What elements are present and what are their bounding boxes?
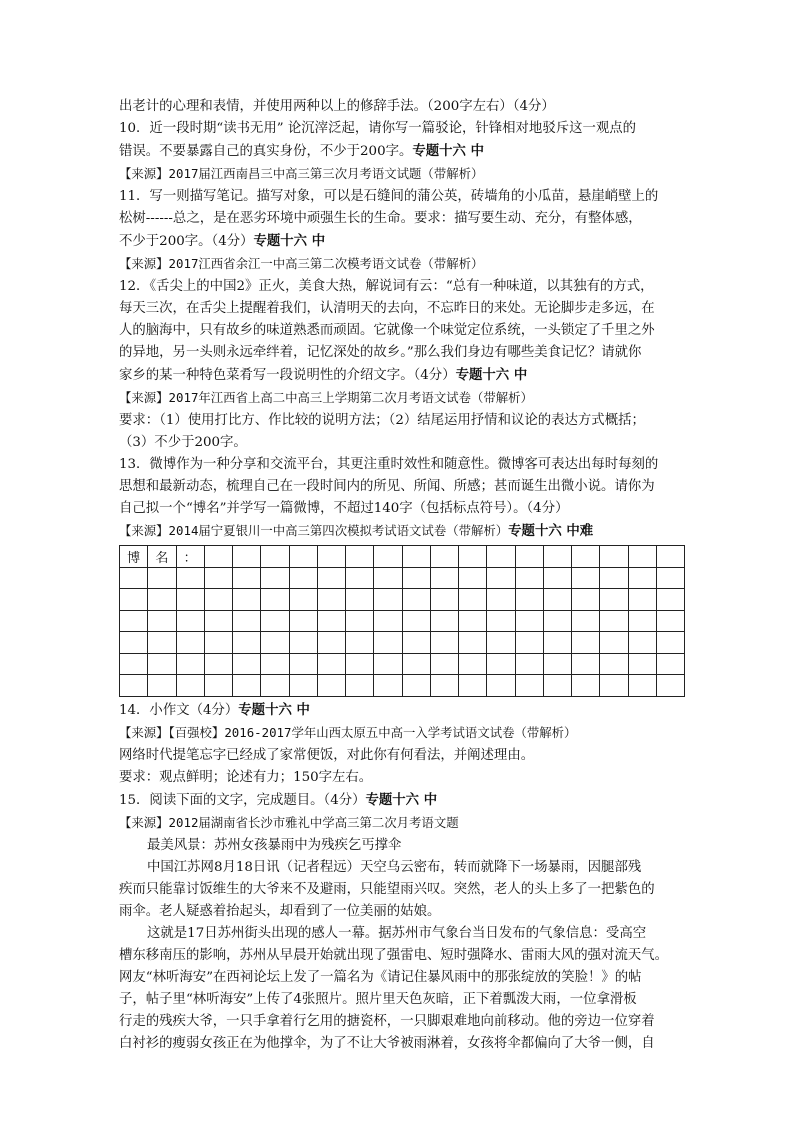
grid-cell[interactable] (289, 589, 317, 611)
grid-cell[interactable] (430, 589, 458, 611)
text-line (119, 745, 685, 767)
grid-cell[interactable] (487, 610, 515, 632)
grid-cell[interactable] (289, 632, 317, 654)
text-line (119, 118, 685, 140)
grid-cell[interactable] (600, 546, 628, 568)
grid-cell[interactable] (204, 589, 232, 611)
source-line (119, 387, 685, 410)
grid-cell[interactable] (346, 653, 374, 675)
grid-cell[interactable] (148, 675, 176, 697)
line-text: 每天三次，在舌尖上提醒着我们，认清明天的去向，不忘昨日的来处。无论脚步走多远，在 (119, 301, 655, 316)
grid-cell[interactable] (543, 589, 571, 611)
grid-cell[interactable] (572, 632, 600, 654)
grid-cell[interactable] (572, 567, 600, 589)
grid-cell[interactable] (487, 653, 515, 675)
line-text: 槽东移南压的影响，苏州从早晨开始就出现了强雷电、短时强降水、雷雨大风的强对流天气。 (119, 947, 669, 963)
line-text: 中国江苏网8月18日讯（记者程远）天空乌云密布，转而就降下一场暴雨，因腿部残 (147, 859, 642, 875)
grid-cell[interactable] (204, 610, 232, 632)
grid-cell[interactable] (515, 567, 543, 589)
grid-cell[interactable] (600, 653, 628, 675)
grid-cell[interactable] (402, 610, 430, 632)
grid-cell[interactable] (543, 567, 571, 589)
grid-cell[interactable] (346, 632, 374, 654)
grid-cell[interactable] (543, 632, 571, 654)
topic-tag: 专题十六 中 (365, 791, 438, 808)
grid-cell[interactable] (374, 675, 402, 697)
grid-cell[interactable] (346, 675, 374, 697)
grid-cell[interactable] (176, 610, 204, 632)
grid-cell[interactable]: 博 (120, 546, 148, 568)
text-line (119, 498, 685, 520)
grid-cell[interactable] (233, 589, 261, 611)
source-line (119, 722, 685, 745)
grid-cell[interactable] (430, 567, 458, 589)
grid-cell[interactable] (317, 675, 345, 697)
grid-cell[interactable] (656, 589, 684, 611)
grid-cell[interactable] (289, 675, 317, 697)
line-text: 人的脑海中，只有故乡的味道熟悉而顽固。它就像一个味觉定位系统，一头锁定了千里之外 (119, 323, 655, 338)
topic-tag: 专题十六 中 (455, 367, 528, 383)
line-text: 自己拟一个“博名”并学写一篇微博，不超过140字（包括标点符号）。（4分） (119, 501, 569, 516)
text-line (119, 364, 685, 387)
line-text: 【来源】2017年江西省上高二中高三上学期第二次月考语文试卷（带解析） (119, 390, 533, 405)
grid-cell[interactable] (600, 567, 628, 589)
grid-cell[interactable] (402, 589, 430, 611)
text-line (119, 342, 685, 364)
text-line (119, 476, 685, 498)
grid-row (120, 610, 685, 632)
grid-cell[interactable] (656, 675, 684, 697)
line-text: 【来源】2017江西省余江一中高三第二次模考语文试卷（带解析） (119, 256, 484, 271)
text-line (119, 945, 685, 967)
grid-cell[interactable] (261, 589, 289, 611)
grid-cell[interactable] (515, 546, 543, 568)
text-line (119, 186, 685, 208)
line-text: 思想和最新动态，梳理自己在一段时间内的所见、所闻、所感；甚而诞生出微小说。请你为 (119, 479, 655, 494)
grid-cell[interactable] (374, 546, 402, 568)
grid-cell[interactable] (430, 653, 458, 675)
grid-cell[interactable] (430, 610, 458, 632)
line-text: 12．《舌尖上的中国2》正火，美食大热，解说词有云：“总有一种味道，以其独有的方式， (119, 279, 654, 294)
grid-cell[interactable] (317, 653, 345, 675)
grid-cell[interactable] (374, 610, 402, 632)
writing-grid (119, 545, 685, 697)
text-line (119, 454, 685, 476)
grid-cell[interactable] (487, 546, 515, 568)
grid-cell[interactable] (148, 610, 176, 632)
grid-cell[interactable] (176, 653, 204, 675)
section-questions-14-15 (119, 699, 685, 1055)
grid-cell[interactable] (289, 567, 317, 589)
text-line (119, 432, 685, 454)
text-line (119, 208, 685, 230)
grid-row (120, 632, 685, 654)
grid-cell[interactable] (515, 589, 543, 611)
grid-cell[interactable]: ： (176, 546, 204, 568)
grid-cell[interactable] (515, 632, 543, 654)
text-line (119, 835, 685, 857)
text-line (119, 140, 685, 163)
grid-cell[interactable] (402, 546, 430, 568)
line-text: 家乡的某一种特色菜肴写一段说明性的介绍文字。（4分） (119, 368, 456, 383)
grid-row (120, 546, 685, 568)
text-line (119, 298, 685, 320)
grid-cell[interactable] (543, 546, 571, 568)
line-text: 【来源】2017届江西南昌三中高三第三次月考语文试题（带解析） (119, 166, 484, 181)
text-line (119, 320, 685, 342)
grid-cell[interactable] (261, 610, 289, 632)
grid-cell[interactable] (233, 546, 261, 568)
grid-cell[interactable] (233, 610, 261, 632)
grid-cell[interactable] (148, 632, 176, 654)
grid-cell[interactable] (628, 589, 656, 611)
line-text: 的异地，另一头则永远牵绊着，记忆深处的故乡。”那么我们身边有哪些美食记忆？请就你 (119, 345, 642, 360)
grid-cell[interactable] (289, 546, 317, 568)
grid-cell[interactable] (402, 632, 430, 654)
grid-cell[interactable] (261, 653, 289, 675)
line-text: 要求：观点鲜明；论述有力；150字左右。 (119, 769, 373, 785)
text-line (119, 96, 685, 118)
grid-cell[interactable] (148, 567, 176, 589)
line-text: 行走的残疾大爷，一只手拿着行乞用的搪瓷杯，一只脚艰难地向前移动。他的旁边一位穿着 (119, 1013, 655, 1029)
text-line (119, 923, 685, 945)
line-text: 雨伞。老人疑惑着抬起头，却看到了一位美丽的姑娘。 (119, 903, 441, 919)
line-text: 子，帖子里“林听海安”上传了4张照片。照片里天色灰暗，正下着瓢泼大雨，一位拿滑板 (119, 991, 637, 1007)
grid-cell[interactable] (543, 675, 571, 697)
text-line (119, 230, 685, 253)
grid-cell[interactable] (487, 567, 515, 589)
grid-cell[interactable] (572, 546, 600, 568)
grid-cell[interactable] (374, 589, 402, 611)
grid-cell[interactable] (346, 546, 374, 568)
grid-cell[interactable] (515, 653, 543, 675)
line-text: （3）不少于200字。 (119, 435, 247, 450)
line-text: 疾而只能靠讨饭维生的大爷来不及避雨，只能望雨兴叹。突然，老人的头上多了一把紫色的 (119, 881, 655, 897)
text-line (119, 879, 685, 901)
text-line (119, 767, 685, 789)
source-line (119, 812, 685, 835)
grid-cell[interactable] (261, 546, 289, 568)
grid-cell[interactable] (233, 653, 261, 675)
grid-cell[interactable] (120, 632, 148, 654)
text-line (119, 857, 685, 879)
text-line (119, 1011, 685, 1033)
grid-cell[interactable] (120, 653, 148, 675)
text-line (119, 989, 685, 1011)
grid-cell[interactable] (430, 546, 458, 568)
line-text: 要求：（1）使用打比方、作比较的说明方法；（2）结尾运用抒情和议论的表达方式概括； (119, 413, 645, 428)
grid-cell[interactable] (600, 610, 628, 632)
grid-cell[interactable] (459, 632, 487, 654)
topic-tag: 专题十六 中 (412, 143, 484, 159)
grid-cell[interactable] (120, 675, 148, 697)
grid-cell[interactable] (317, 589, 345, 611)
grid-cell[interactable] (572, 610, 600, 632)
grid-cell[interactable] (204, 653, 232, 675)
grid-cell[interactable] (317, 567, 345, 589)
grid-cell[interactable] (656, 546, 684, 568)
grid-row (120, 589, 685, 611)
text-line (119, 967, 685, 989)
grid-cell[interactable] (402, 675, 430, 697)
grid-row (120, 653, 685, 675)
grid-cell[interactable] (148, 589, 176, 611)
grid-cell[interactable] (402, 567, 430, 589)
section-questions-10-13 (119, 96, 685, 543)
line-text: 13．微博作为一种分享和交流平台，其更注重时效性和随意性。微博客可表达出每时每刻的 (119, 457, 659, 472)
grid-cell[interactable] (346, 610, 374, 632)
grid-cell[interactable] (572, 675, 600, 697)
grid-cell[interactable] (656, 653, 684, 675)
grid-cell[interactable] (543, 653, 571, 675)
grid-cell[interactable] (656, 567, 684, 589)
line-text: 这就是17日苏州街头出现的感人一幕。据苏州市气象台当日发布的气象信息：受高空 (147, 925, 647, 941)
grid-cell[interactable] (204, 546, 232, 568)
line-text: 【来源】2014届宁夏银川一中高三第四次模拟考试语文试卷（带解析） (119, 523, 509, 538)
line-text: 出老计的心理和表情，并使用两种以上的修辞手法。（200字左右）（4分） (119, 99, 555, 114)
grid-cell[interactable] (204, 632, 232, 654)
grid-cell[interactable] (233, 632, 261, 654)
topic-tag: 专题十六 中 (253, 233, 326, 249)
grid-cell[interactable]: 名 (148, 546, 176, 568)
line-text: 网络时代提笔忘字已经成了家常便饭，对此你有何看法，并阐述理由。 (119, 747, 535, 763)
source-line (119, 253, 685, 276)
grid-cell[interactable] (346, 567, 374, 589)
line-text: 15．阅读下面的文字，完成题目。（4分） (119, 792, 366, 808)
grid-cell[interactable] (204, 675, 232, 697)
grid-cell[interactable] (628, 546, 656, 568)
text-line (119, 789, 685, 812)
grid-cell[interactable] (317, 632, 345, 654)
grid-cell[interactable] (176, 675, 204, 697)
line-text: 松树------总之，是在恶劣环境中顽强生长的生命。要求：描写要生动、充分，有整体感， (119, 211, 642, 226)
text-line (119, 1033, 685, 1055)
grid-cell[interactable] (120, 610, 148, 632)
line-text: 白衬衫的瘦弱女孩正在为他撑伞，为了不让大爷被雨淋着，女孩将伞都偏向了大爷一侧，自 (119, 1035, 655, 1051)
grid-cell[interactable] (402, 653, 430, 675)
source-line (119, 163, 685, 186)
grid-cell[interactable] (148, 653, 176, 675)
grid-cell[interactable] (261, 632, 289, 654)
line-text: 11．写一则描写笔记。描写对象，可以是石缝间的蒲公英，砖墙角的小瓜苗，悬崖峭壁上的 (119, 189, 659, 204)
topic-tag: 专题十六 中 (238, 701, 310, 718)
grid-cell[interactable] (515, 675, 543, 697)
grid-cell[interactable] (430, 675, 458, 697)
grid-cell[interactable] (430, 632, 458, 654)
grid-cell[interactable] (204, 567, 232, 589)
grid-cell[interactable] (600, 632, 628, 654)
grid-cell[interactable] (459, 589, 487, 611)
grid-cell[interactable] (487, 675, 515, 697)
grid-cell[interactable] (628, 653, 656, 675)
grid-cell[interactable] (572, 653, 600, 675)
line-text: 14．小作文（4分） (119, 702, 239, 718)
grid-cell[interactable] (289, 610, 317, 632)
grid-cell[interactable] (656, 632, 684, 654)
grid-cell[interactable] (120, 567, 148, 589)
grid-cell[interactable] (459, 675, 487, 697)
grid-cell[interactable] (628, 567, 656, 589)
grid-cell[interactable] (515, 610, 543, 632)
grid-cell[interactable] (233, 675, 261, 697)
grid-cell[interactable] (656, 610, 684, 632)
grid-cell[interactable] (317, 610, 345, 632)
grid-cell[interactable] (628, 610, 656, 632)
grid-cell[interactable] (487, 632, 515, 654)
grid-cell[interactable] (628, 632, 656, 654)
grid-cell[interactable] (317, 546, 345, 568)
grid-cell[interactable] (600, 589, 628, 611)
grid-cell[interactable] (346, 589, 374, 611)
grid-cell[interactable] (600, 675, 628, 697)
grid-cell[interactable] (628, 675, 656, 697)
text-line (119, 276, 685, 298)
source-line (119, 520, 685, 543)
grid-cell[interactable] (233, 567, 261, 589)
grid-cell[interactable] (289, 653, 317, 675)
grid-cell[interactable] (261, 567, 289, 589)
grid-cell[interactable] (459, 653, 487, 675)
line-text: 不少于200字。（4分） (119, 234, 254, 249)
line-text: 10．近一段时期“读书无用” 论沉滓泛起，请你写一篇驳论，针锋相对地驳斥这一观点的 (119, 121, 637, 136)
line-text: 网友“林听海安”在西祠论坛上发了一篇名为《请记住暴风雨中的那张绽放的笑脸！》的帖 (119, 969, 642, 985)
text-line (119, 901, 685, 923)
grid-cell[interactable] (176, 567, 204, 589)
grid-row (120, 567, 685, 589)
text-line (119, 699, 685, 722)
topic-tag: 专题十六 中难 (508, 523, 594, 539)
grid-cell[interactable] (374, 632, 402, 654)
document-page (119, 96, 685, 1055)
line-text: 最美风景：苏州女孩暴雨中为残疾乞丐撑伞 (147, 837, 402, 853)
grid-cell[interactable] (120, 589, 148, 611)
grid-cell[interactable] (176, 632, 204, 654)
grid-cell[interactable] (459, 546, 487, 568)
grid-cell[interactable] (261, 675, 289, 697)
grid-cell[interactable] (572, 589, 600, 611)
grid-cell[interactable] (374, 567, 402, 589)
grid-cell[interactable] (487, 589, 515, 611)
grid-cell[interactable] (459, 567, 487, 589)
grid-cell[interactable] (374, 653, 402, 675)
grid-cell[interactable] (459, 610, 487, 632)
grid-cell[interactable] (176, 589, 204, 611)
line-text: 【来源】2012届湖南省长沙市雅礼中学高三第二次月考语文题 (119, 814, 459, 830)
line-text: 错误。不要暴露自己的真实身份，不少于200字。 (119, 144, 413, 159)
grid-cell[interactable] (543, 610, 571, 632)
text-line (119, 410, 685, 432)
grid-row (120, 675, 685, 697)
line-text: 【来源】【百强校】2016-2017学年山西太原五中高一入学考试语文试卷（带解析） (119, 724, 577, 740)
